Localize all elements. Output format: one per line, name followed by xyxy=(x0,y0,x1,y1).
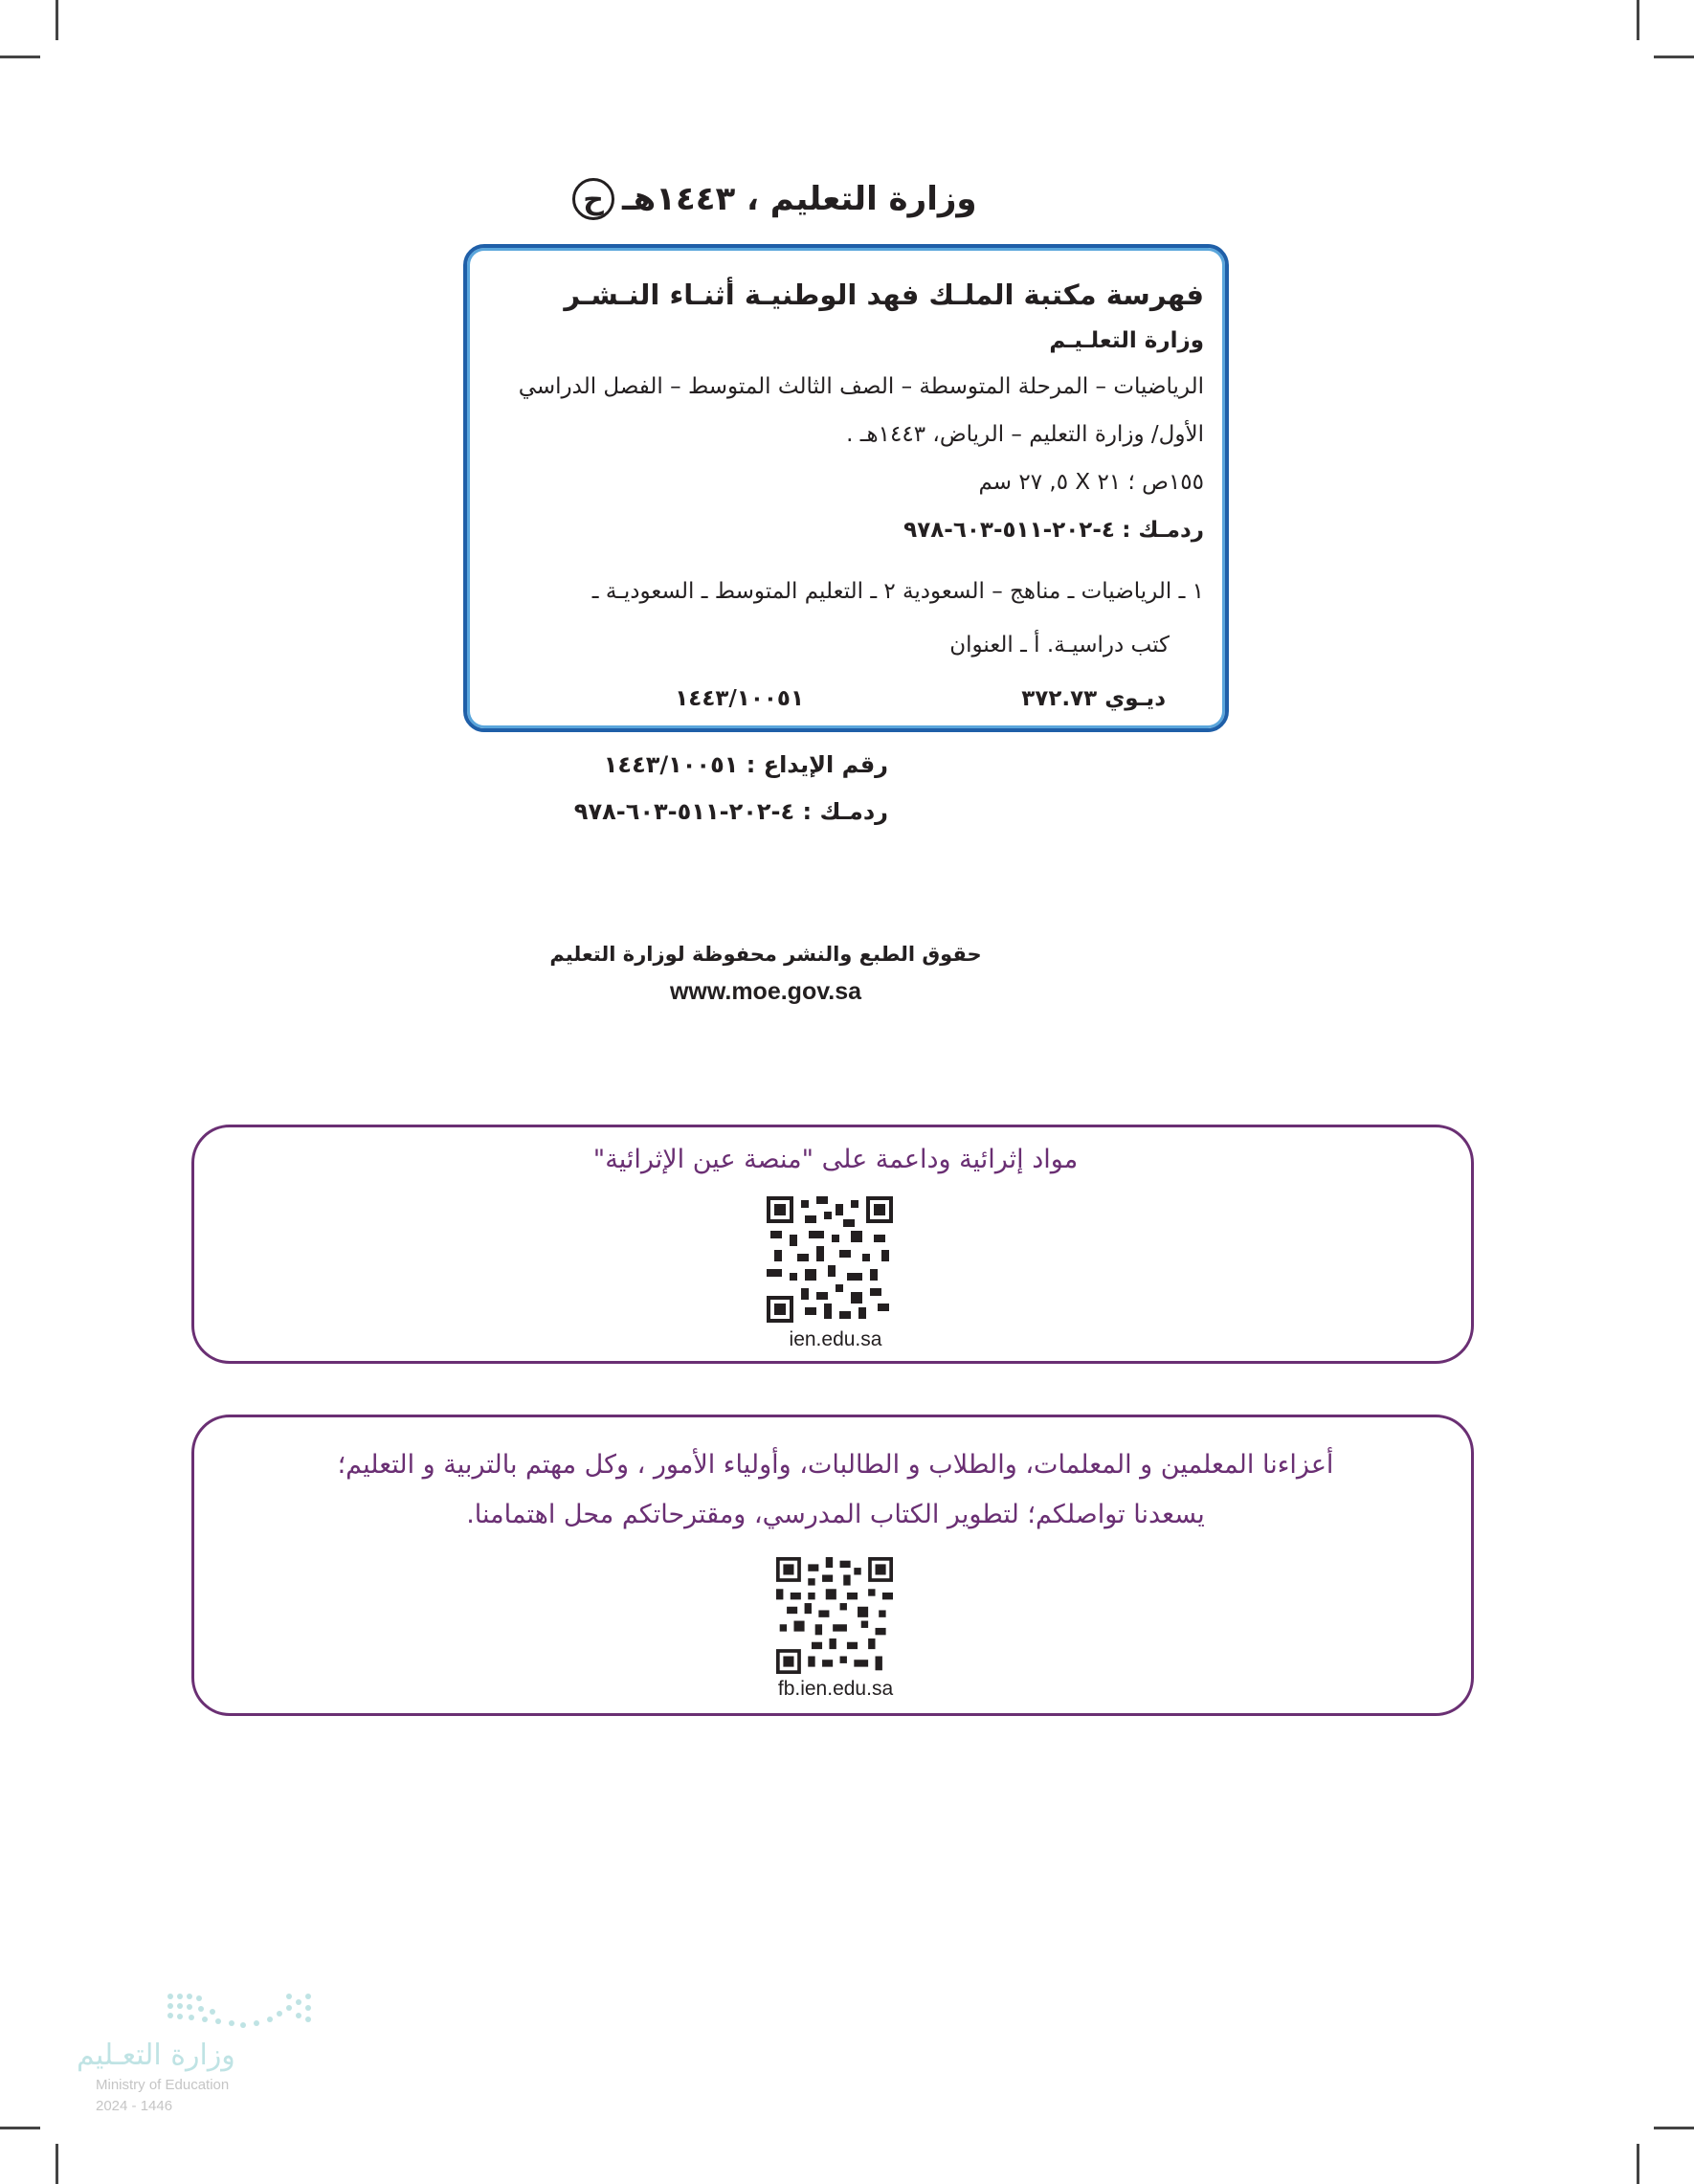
ien-platform-box xyxy=(191,1125,1474,1364)
ministry-logo-english: Ministry of Education xyxy=(96,2077,230,2093)
copyright-symbol: ح xyxy=(572,178,614,220)
catalog-isbn: ٤-٢٠٢-٥١١-٦٠٣-٩٧٨ xyxy=(903,518,1115,543)
feedback-line2: يسعدنا تواصلكم؛ لتطوير الكتاب المدرسي، ومقترحاتكم محل اهتمامنا. xyxy=(466,1500,1205,1529)
feedback-url[interactable]: fb.ien.edu.sa xyxy=(777,1678,894,1700)
deposit-isbn-label: ردمـك : xyxy=(802,798,888,825)
ien-qr-code[interactable] xyxy=(767,1196,893,1323)
crop-mark xyxy=(0,56,40,58)
catalog-line2: الأول/ وزارة التعليم – الرياض، ١٤٤٣هـ . xyxy=(846,422,1204,447)
crop-mark xyxy=(1637,2144,1639,2184)
ien-text: مواد إثرائية وداعمة على "منصة عين الإثرائية" xyxy=(592,1145,1079,1174)
catalog-deposit-no: ١٤٤٣/١٠٠٥١ xyxy=(675,686,804,711)
crop-mark xyxy=(1637,0,1639,40)
crop-mark xyxy=(56,0,58,40)
website-link[interactable]: www.moe.gov.sa xyxy=(669,978,862,1005)
ministry-logo-dots xyxy=(163,1991,316,2039)
catalog-title: فهرسة مكتبة الملـك فهد الوطنيـة أثنـاء النـشـر xyxy=(564,279,1204,311)
crop-mark xyxy=(1654,2127,1694,2129)
catalog-author: وزارة التعلـيـم xyxy=(1049,328,1204,353)
deposit-row xyxy=(604,751,888,778)
catalog-subjects1: ١ ـ الرياضيات ـ مناهج – السعودية ٢ ـ التعليم المتوسط ـ السعوديـة ـ xyxy=(591,579,1204,604)
deposit-number: ١٤٤٣/١٠٠٥١ xyxy=(603,751,739,778)
catalog-isbn-row xyxy=(903,518,1204,543)
feedback-line1: أعزاءنا المعلمين و المعلمات، والطلاب و الطالبات، وأولياء الأمور ، وكل مهتم بالتربية و التعليم؛ xyxy=(337,1450,1334,1480)
catalog-isbn-label: ردمـك : xyxy=(1122,518,1204,543)
crop-mark xyxy=(0,2127,40,2129)
deposit-label: رقم الإيداع : xyxy=(746,751,888,778)
crop-mark xyxy=(56,2144,58,2184)
crop-mark xyxy=(1654,56,1694,58)
deposit-isbn-row xyxy=(574,798,888,825)
feedback-qr-code[interactable] xyxy=(776,1557,893,1674)
ministry-logo-arabic: وزارة التعـليم xyxy=(77,2039,235,2072)
catalog-line1: الرياضيات – المرحلة المتوسطة – الصف الثالث المتوسط – الفصل الدراسي xyxy=(518,374,1204,399)
catalog-card xyxy=(463,244,1229,732)
ien-url[interactable]: ien.edu.sa xyxy=(789,1328,882,1350)
catalog-pages: ١٥٥ص ؛ ٢١ X ٥, ٢٧ سم xyxy=(978,470,1204,495)
catalog-dewey: ديـوي ٣٧٢.٧٣ xyxy=(1021,686,1166,711)
ministry-logo-year: 2024 - 1446 xyxy=(96,2098,173,2114)
catalog-subjects2: كتب دراسيـة. أ ـ العنوان xyxy=(949,633,1170,657)
feedback-box xyxy=(191,1415,1474,1716)
copyright-text: وزارة التعليم ، ١٤٤٣هـ xyxy=(622,180,977,218)
copyright-heading xyxy=(572,170,1242,228)
rights-text: حقوق الطبع والنشر محفوظة لوزارة التعليم xyxy=(549,943,982,966)
deposit-isbn: ٤-٢٠٢-٥١١-٦٠٣-٩٧٨ xyxy=(573,798,795,825)
